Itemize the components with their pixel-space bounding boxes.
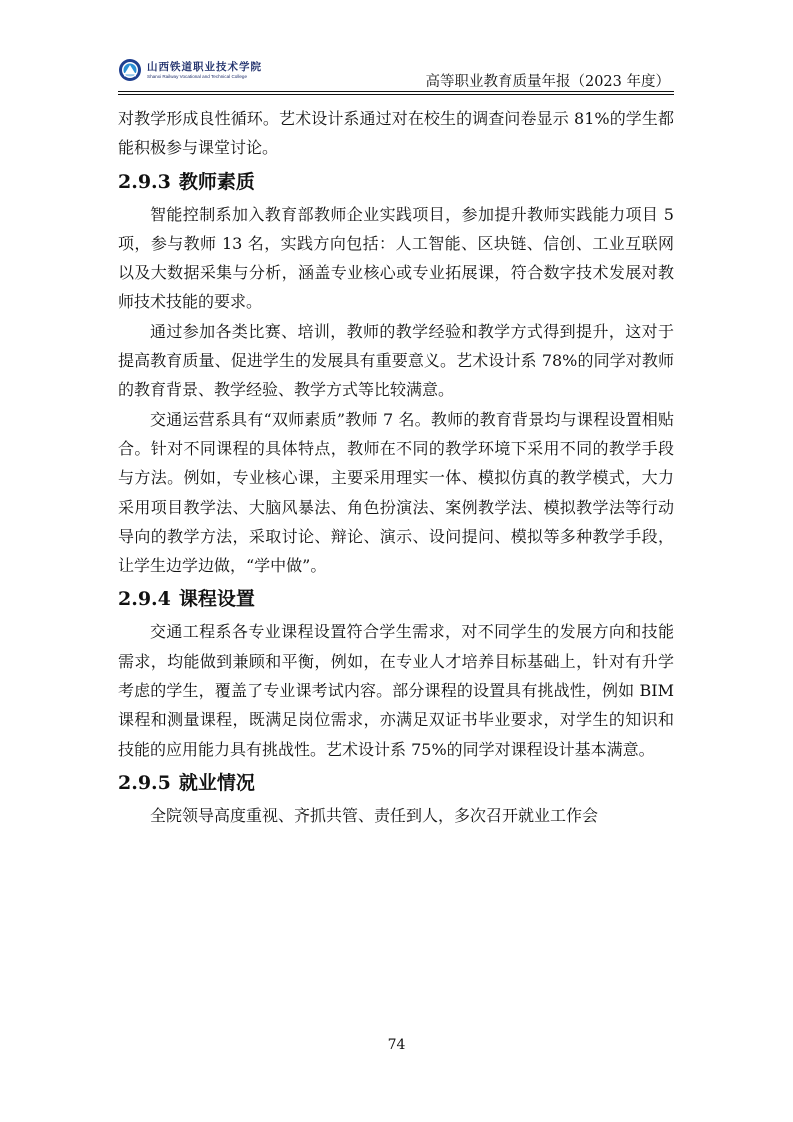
section-heading-curriculum bbox=[118, 584, 674, 614]
section-title: 课程设置 bbox=[178, 588, 255, 611]
logo-english-name: Shanxi Railway Vocational and Technical College bbox=[147, 73, 248, 79]
header-divider bbox=[118, 91, 674, 92]
body-paragraph: 全院领导高度重视、齐抓共管、责任到人，多次召开就业工作会 bbox=[150, 805, 599, 825]
page-content bbox=[118, 104, 674, 830]
section-title: 就业情况 bbox=[178, 771, 255, 794]
body-paragraph: 交通工程系各专业课程设置符合学生需求，对不同学生的发展方向和技能需求，均能做到兼顾和平衡，例如，在专业人才培养目标基础上，针对有升学考虑的学生，覆盖了专业课考试内容。部分课程的设置具有挑战性，例如 BIM 课程和测量课程，既满足岗位需求，亦满足双证书毕业要求，对学生的知识和技能的应用能力具有挑战性。艺术设计系 75%的同学对课程设计基本满意。 bbox=[118, 622, 674, 759]
body-paragraph: 交通运营系具有“双师素质”教师 7 名。教师的教育背景均与课程设置相贴合。针对不同课程的具体特点，教师在不同的教学环境下采用不同的教学手段与方法。例如，专业核心课，主要采用理实一体、模拟仿真的教学模式，大力采用项目教学法、大脑风暴法、角色扮演法、案例教学法、模拟教学法等行动导向的教学方法，采取讨论、辩论、演示、设问提问、模拟等多种教学手段，让学生边学边做，“学中做”。 bbox=[118, 409, 674, 576]
section-number: 2.9.5 bbox=[118, 771, 171, 794]
section-number: 2.9.3 bbox=[118, 170, 171, 193]
logo-text bbox=[147, 61, 262, 80]
report-title: 高等职业教育质量年报（2023 年度） bbox=[425, 74, 670, 90]
section-title: 教师素质 bbox=[178, 170, 255, 193]
logo-chinese-name: 山西铁道职业技术学院 bbox=[147, 60, 262, 73]
college-logo bbox=[118, 58, 262, 82]
body-paragraph: 通过参加各类比赛、培训，教师的教学经验和教学方式得到提升，这对于提高教育质量、促进学生的发展具有重要意义。艺术设计系 78%的同学对教师的教育背景、教学经验、教学方式等比较满意。 bbox=[118, 321, 674, 400]
section-heading-teacher-quality bbox=[118, 167, 674, 197]
college-emblem-icon bbox=[118, 58, 142, 82]
page-number: 74 bbox=[387, 1037, 406, 1053]
section-heading-employment bbox=[118, 768, 674, 798]
body-paragraph: 智能控制系加入教育部教师企业实践项目，参加提升教师实践能力项目 5 项，参与教师 13 名，实践方向包括：人工智能、区块链、信创、工业互联网以及大数据采集与分析，涵盖专业核心或专业拓展课，符合数字技术发展对教师技术技能的要求。 bbox=[118, 204, 674, 312]
page-header bbox=[118, 56, 674, 90]
header-divider-thin bbox=[118, 94, 674, 95]
section-number: 2.9.4 bbox=[118, 588, 171, 611]
intro-paragraph: 对教学形成良性循环。艺术设计系通过对在校生的调查问卷显示 81%的学生都能积极参与课堂讨论。 bbox=[118, 109, 674, 158]
